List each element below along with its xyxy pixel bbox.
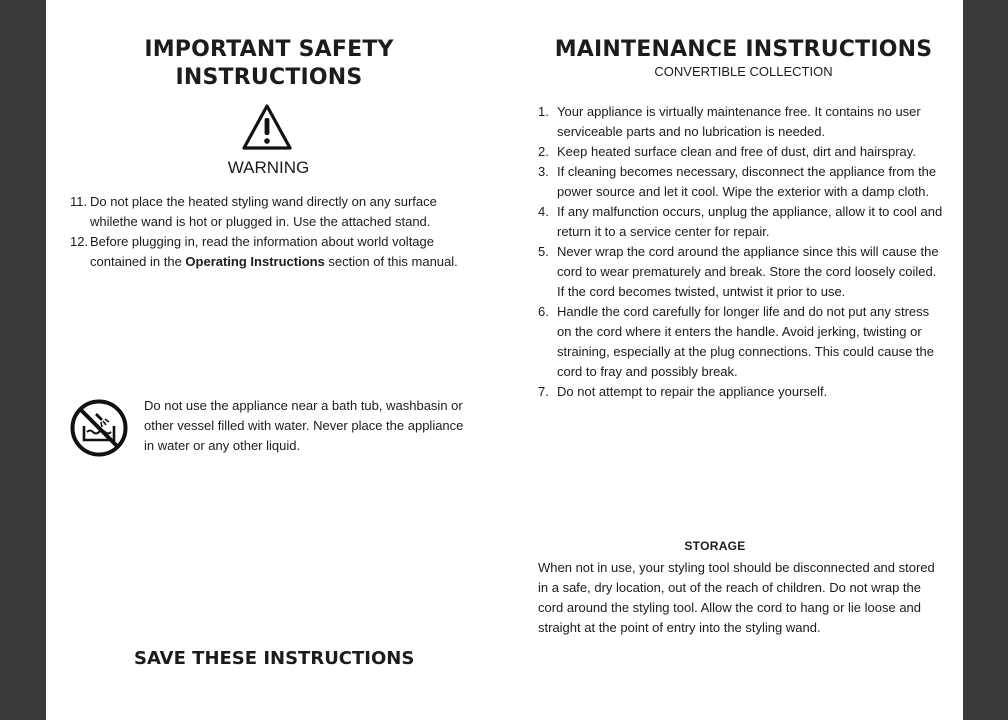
item-number: 2. xyxy=(538,144,549,159)
item-number: 5. xyxy=(538,244,549,259)
water-warning-text: Do not use the appliance near a bath tub, washbasin or other vessel filled with water. Never place the appliance in water or any other liquid. xyxy=(144,398,464,453)
item-text: Your appliance is virtually maintenance free. It contains no user serviceable parts and no lubrication is needed. xyxy=(557,104,921,139)
save-instructions: SAVE THESE INSTRUCTIONS xyxy=(134,648,415,669)
safety-list xyxy=(70,192,470,272)
storage-text: When not in use, your styling tool should be disconnected and stored in a safe, dry location, out of the reach of children. Do not wrap the cord around the styling tool. Allow the cord to hang or lie loose and straight at the point of entry into the styling wand. xyxy=(538,560,935,635)
list-item xyxy=(538,382,943,402)
maintenance-list xyxy=(538,102,943,402)
no-water-immersion-icon xyxy=(70,399,128,457)
safety-title xyxy=(46,36,492,92)
item-text: If any malfunction occurs, unplug the appliance, allow it to cool and return it to a service center for repair. xyxy=(557,204,943,239)
list-item xyxy=(70,232,470,272)
item-text-post: section of this manual. xyxy=(324,254,458,269)
item-text-bold: Operating Instructions xyxy=(185,254,325,269)
warning-triangle-icon xyxy=(241,103,293,151)
list-item xyxy=(538,242,943,302)
storage-title: STORAGE xyxy=(684,539,746,553)
item-text: Keep heated surface clean and free of dust, dirt and hairspray. xyxy=(557,144,916,159)
list-item xyxy=(538,162,943,202)
maintenance-title: MAINTENANCE INSTRUCTIONS xyxy=(554,37,933,62)
list-item xyxy=(538,102,943,142)
manual-page xyxy=(46,0,963,720)
list-item xyxy=(538,142,943,162)
item-number: 11. xyxy=(70,194,88,209)
item-text: Do not place the heated styling wand directly on any surface whilethe wand is hot or plugged in. Use the attached stand. xyxy=(90,194,437,229)
item-text-pre: Before plugging in, read the information about world voltage contained in the xyxy=(90,234,434,269)
list-item xyxy=(538,202,943,242)
safety-title-line2: INSTRUCTIONS xyxy=(175,65,363,90)
item-text: Never wrap the cord around the appliance since this will cause the cord to wear prematurely and break. Store the cord loosely coiled. If the cord becomes twisted, untwist it prior to use. xyxy=(557,244,939,299)
safety-title-line1: IMPORTANT SAFETY xyxy=(144,37,394,62)
item-number: 1. xyxy=(538,104,549,119)
item-number: 12. xyxy=(70,234,89,249)
warning-label: WARNING xyxy=(227,158,310,177)
item-text: Do not attempt to repair the appliance yourself. xyxy=(557,384,828,399)
collection-subtitle: CONVERTIBLE COLLECTION xyxy=(654,64,833,79)
item-number: 3. xyxy=(538,164,549,179)
item-text: Handle the cord carefully for longer life and do not put any stress on the cord where it enters the handle. Avoid jerking, twisting or straining, especially at the plug connections. This could cause the cord to fray and possibly break. xyxy=(557,304,934,379)
item-number: 6. xyxy=(538,304,549,319)
item-number: 7. xyxy=(538,384,549,399)
list-item xyxy=(538,302,943,382)
item-text: If cleaning becomes necessary, disconnect the appliance from the power source and let it cool. Wipe the exterior with a damp cloth. xyxy=(557,164,937,199)
list-item xyxy=(70,192,470,232)
item-number: 4. xyxy=(538,204,549,219)
